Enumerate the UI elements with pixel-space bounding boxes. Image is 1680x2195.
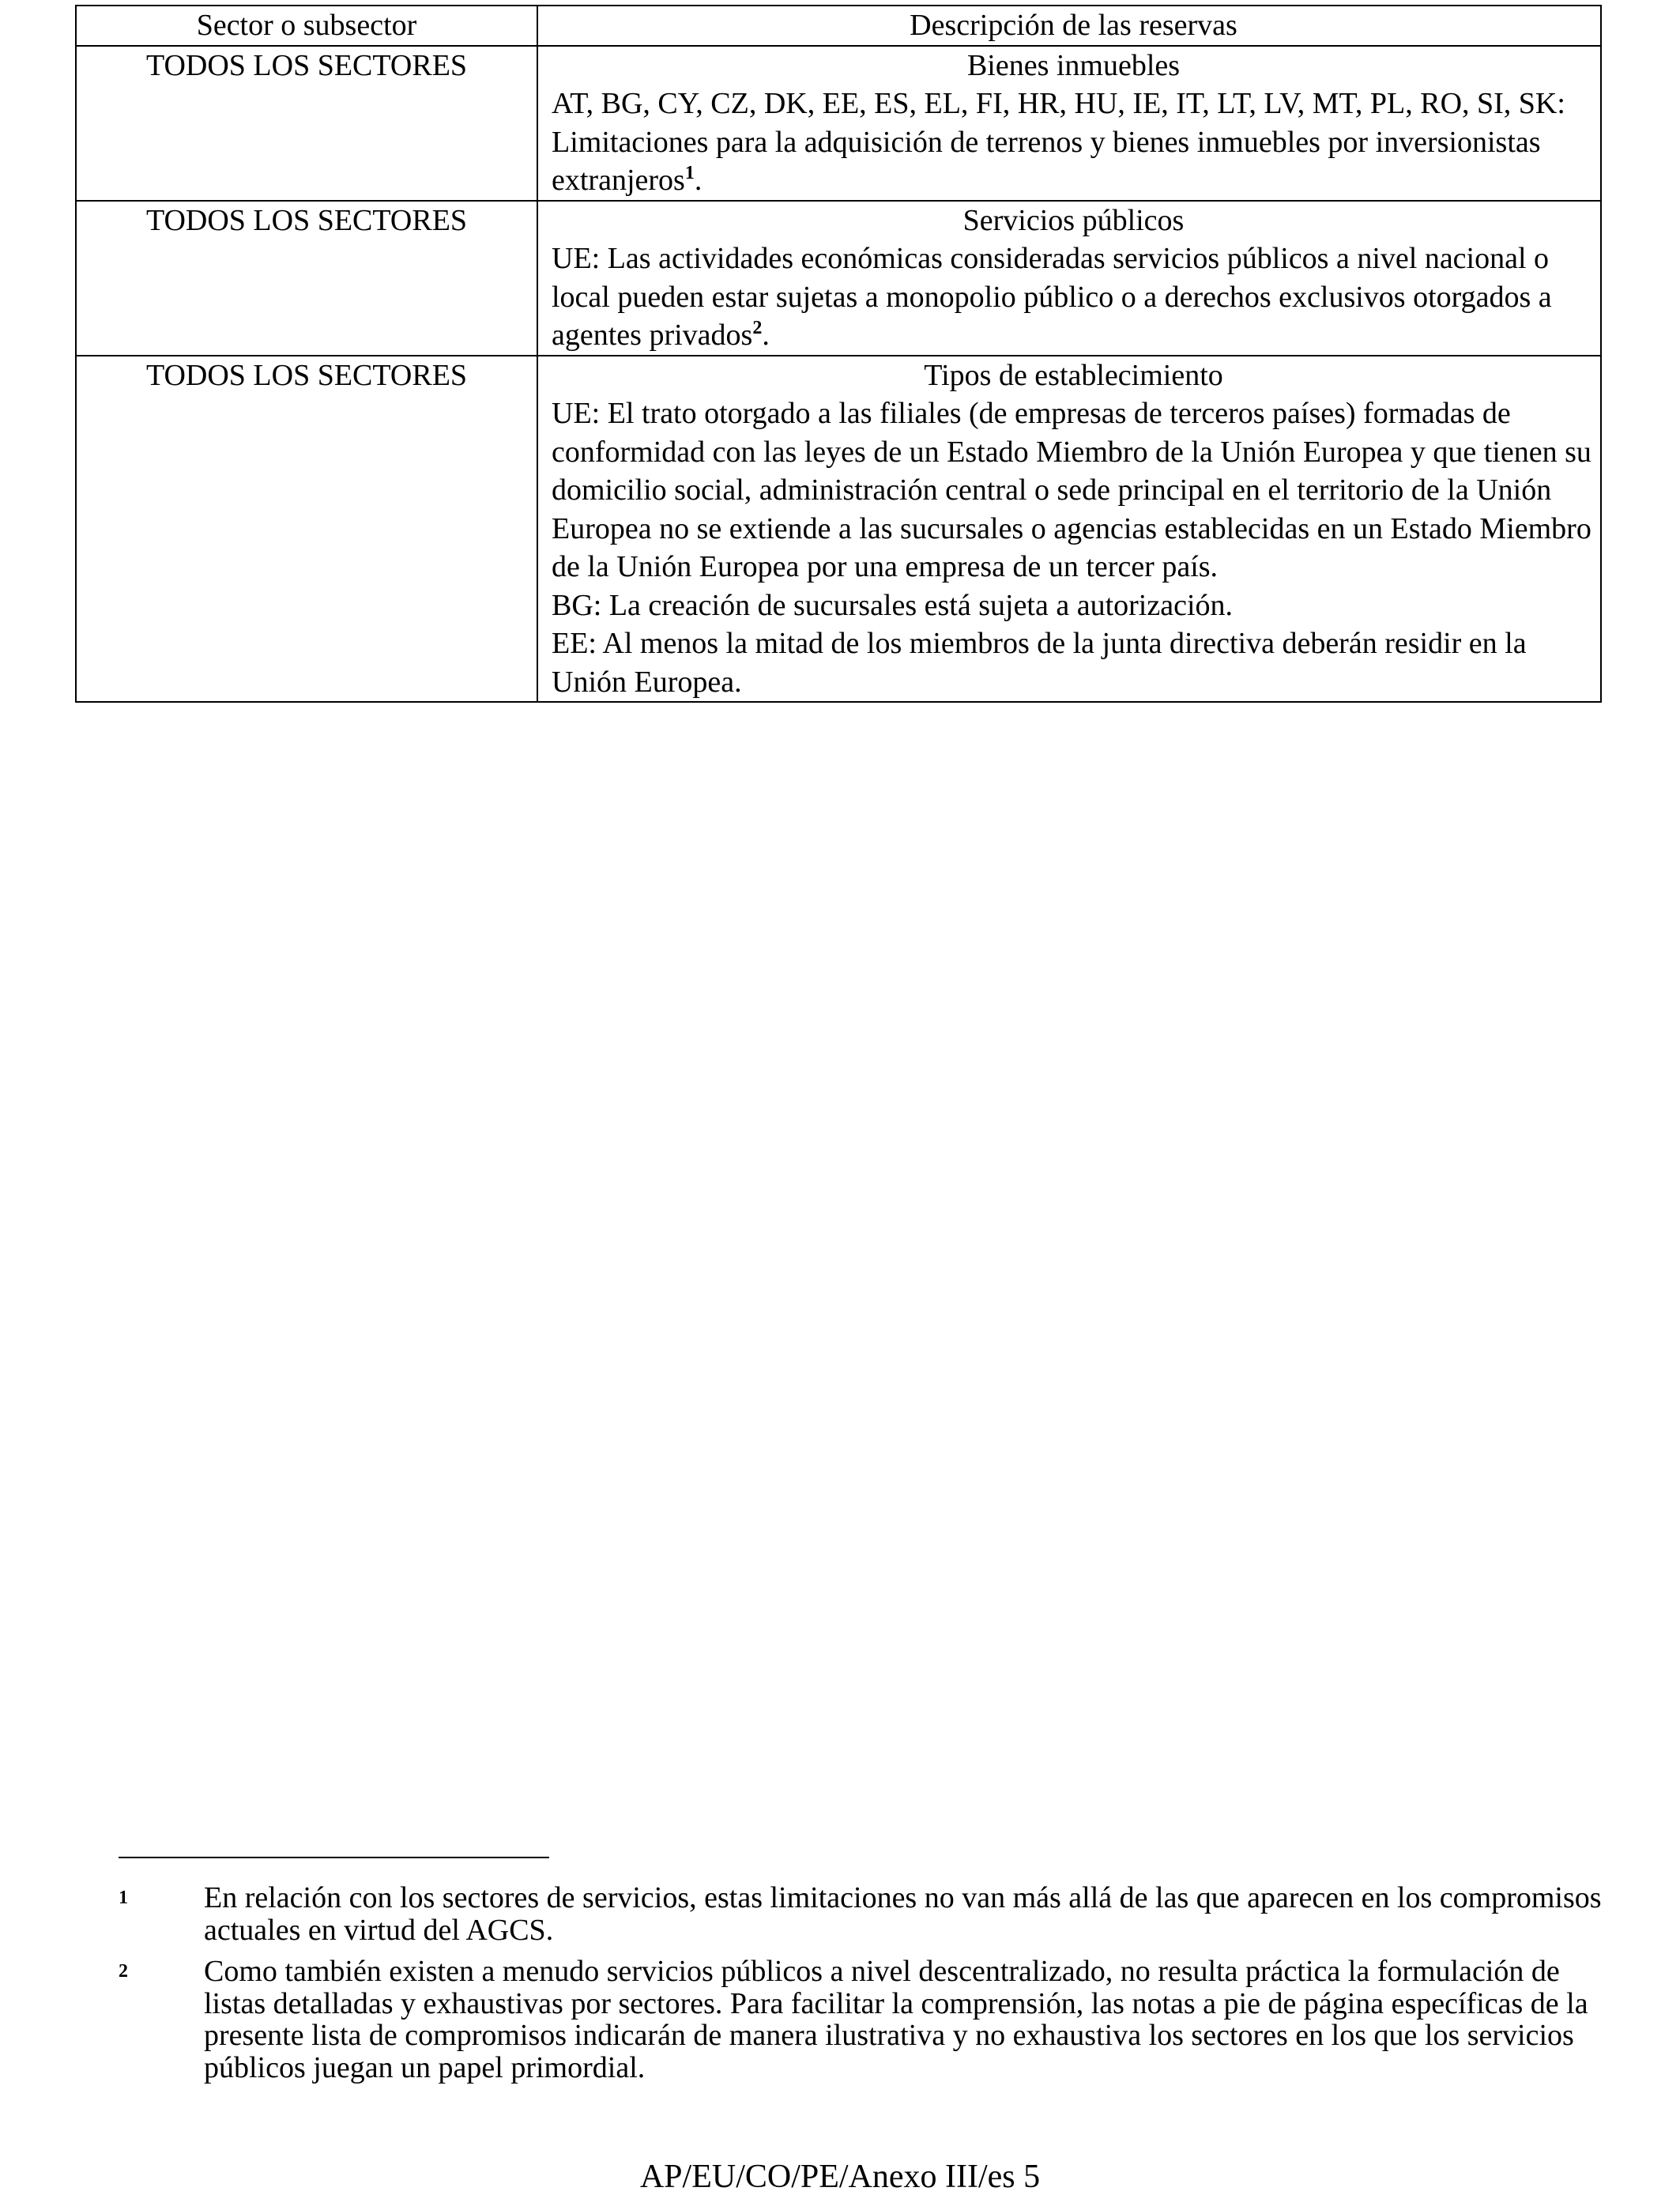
description-cell bbox=[537, 201, 1601, 356]
footnote-number: 1 bbox=[119, 1888, 128, 1908]
reservation-line: UE: Las actividades económicas consideradas servicios públicos a nivel nacional o local pueden estar sujetas a monopolio público o a derechos exclusivos otorgados a agentes privados bbox=[552, 242, 1552, 352]
footnote-reference: 2 bbox=[752, 318, 763, 338]
sector-cell bbox=[76, 356, 537, 703]
reservation-heading: Tipos de establecimiento bbox=[924, 358, 1223, 392]
header-description bbox=[537, 6, 1601, 46]
reservation-text bbox=[552, 239, 1595, 355]
table-row bbox=[76, 356, 1601, 703]
footnote-text: En relación con los sectores de servicios, estas limitaciones no van más allá de las que aparecen en los compromisos actuales en virtud del AGCS. bbox=[204, 1881, 1602, 1947]
sector-cell bbox=[76, 46, 537, 201]
reservations-table bbox=[75, 5, 1602, 703]
reservation-line: UE: El trato otorgado a las filiales (de empresas de terceros países) formadas de conformidad con las leyes de un Estado Miembro de la Unión Europea y que tienen su domicilio social, administración central o sede principal en el territorio de la Unión Europea no se extiende a las sucursales o agencias establecidas en un Estado Miembro de la Unión Europea por una empresa de un tercer país. bbox=[552, 397, 1591, 583]
reservation-line: BG: La creación de sucursales está sujeta a autorización. bbox=[552, 588, 1234, 622]
page-footer: AP/EU/CO/PE/Anexo III/es 5 bbox=[639, 2159, 1041, 2195]
reservation-heading: Bienes inmuebles bbox=[966, 48, 1181, 82]
reservation-punctuation: . bbox=[694, 164, 703, 197]
sector-label: TODOS LOS SECTORES bbox=[145, 48, 468, 82]
footnote bbox=[119, 1956, 1604, 2084]
footnote-separator bbox=[119, 1857, 549, 1858]
table-row bbox=[76, 201, 1601, 356]
sector-label: TODOS LOS SECTORES bbox=[145, 203, 468, 237]
reservation-text bbox=[552, 85, 1595, 200]
header-description-label: Descripción de las reservas bbox=[910, 9, 1237, 42]
description-cell bbox=[537, 46, 1601, 201]
footnote-reference: 1 bbox=[684, 163, 695, 183]
table-row bbox=[76, 46, 1601, 201]
reservation-heading: Servicios públicos bbox=[962, 203, 1185, 237]
sector-label: TODOS LOS SECTORES bbox=[145, 358, 468, 392]
header-sector-label: Sector o subsector bbox=[196, 9, 417, 42]
reservation-line: EE: Al menos la mitad de los miembros de la junta directiva deberán residir en la Unión Europea. bbox=[552, 627, 1527, 699]
description-cell bbox=[537, 356, 1601, 703]
reservation-punctuation: . bbox=[762, 319, 770, 352]
footnote bbox=[119, 1882, 1604, 1946]
footnote-number: 2 bbox=[119, 1961, 128, 1982]
header-sector bbox=[76, 6, 537, 46]
sector-cell bbox=[76, 201, 537, 356]
reservation-line: AT, BG, CY, CZ, DK, EE, ES, EL, FI, HR, HU, IE, IT, LT, LV, MT, PL, RO, SI, SK: Limitaciones para la adquisición de terrenos y bienes inmuebles por inversionistas extranjeros bbox=[552, 87, 1565, 197]
footnote-text: Como también existen a menudo servicios públicos a nivel descentralizado, no resulta práctica la formulación de listas detalladas y exhaustivas por sectores. Para facilitar la comprensión, las notas a pie de página específicas de la presente lista de compromisos indicarán de manera ilustrativa y no exhaustiva los sectores en los que los servicios públicos juegan un papel primordial. bbox=[204, 1955, 1588, 2084]
table-header-row bbox=[76, 6, 1601, 46]
